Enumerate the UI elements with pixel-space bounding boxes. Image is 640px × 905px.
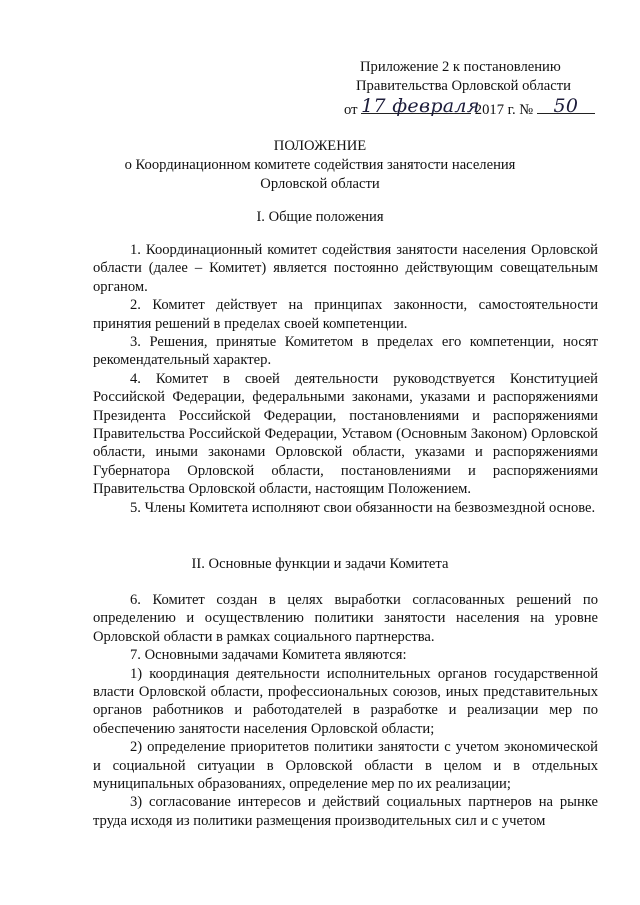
paragraph-4: 4. Комитет в своей деятельности руководствуется Конституцией Российской Федерации, федеральными законами, указами и распоряжениями Президента Российской Федерации, постановлениями и распоряжениями Правительства Российской Федерации, Уставом (Основным Законом) Орловской области, иными законами Орловской области, указами и распоряжениями Губернатора Орловской области, постановлениями и распоряжениями Правительства Орловской области, настоящим Положением. <box>93 370 598 498</box>
header-from: от <box>344 102 358 118</box>
header-year: 2017 г. № <box>474 102 534 118</box>
section-2-body <box>93 591 598 830</box>
paragraph-2: 2. Комитет действует на принципах законности, самостоятельности принятия решений в пределах своей компетенции. <box>93 297 598 332</box>
header-date-line <box>344 96 594 120</box>
handwritten-date: 17 февраля <box>361 95 480 117</box>
paragraph-3: 3. Решения, принятые Комитетом в пределах его компетенции, носят рекомендательный характер. <box>93 334 598 369</box>
task-1: 1) координация деятельности исполнительных органов государственной власти Орловской области, профессиональных союзов, иных представительных органов работников и работодателей в разработке и реализации мер по обеспечению занятости населения Орловской области; <box>93 665 598 737</box>
document-subtitle-1: о Координационном комитете содействия занятости населения <box>124 157 516 173</box>
document-title: ПОЛОЖЕНИЕ <box>273 138 367 154</box>
date-underline <box>361 95 480 117</box>
handwritten-number: 50 <box>553 95 579 117</box>
section-1-body <box>93 241 598 517</box>
section-2-heading: II. Основные функции и задачи Комитета <box>191 556 449 572</box>
header-line-1: Приложение 2 к постановлению <box>360 59 561 75</box>
task-3: 3) согласование интересов и действий социальных партнеров на рынке труда исходя из политики размещения производительных сил и с учетом <box>93 794 598 829</box>
appendix-header <box>344 58 594 120</box>
paragraph-1: 1. Координационный комитет содействия занятости населения Орловской области (далее – Комитет) является постоянно действующим совещательным органом. <box>93 242 598 295</box>
paragraph-6: 6. Комитет создан в целях выработки согласованных решений по определению и осуществлению политики занятости населения на уровне Орловской области в рамках социального партнерства. <box>93 592 598 645</box>
task-2: 2) определение приоритетов политики занятости с учетом экономической и социальной ситуации в Орловской области в целом и в отдельных муниципальных образованиях, определение мер по их реализации; <box>93 739 598 793</box>
paragraph-5: 5. Члены Комитета исполняют свои обязанности на безвозмездной основе. <box>130 499 596 516</box>
number-underline <box>537 95 595 117</box>
header-line-2: Правительства Орловской области <box>356 78 571 94</box>
document-subtitle-2: Орловской области <box>260 176 380 192</box>
section-1-heading: I. Общие положения <box>256 209 384 225</box>
paragraph-7: 7. Основными задачами Комитета являются: <box>130 647 407 664</box>
